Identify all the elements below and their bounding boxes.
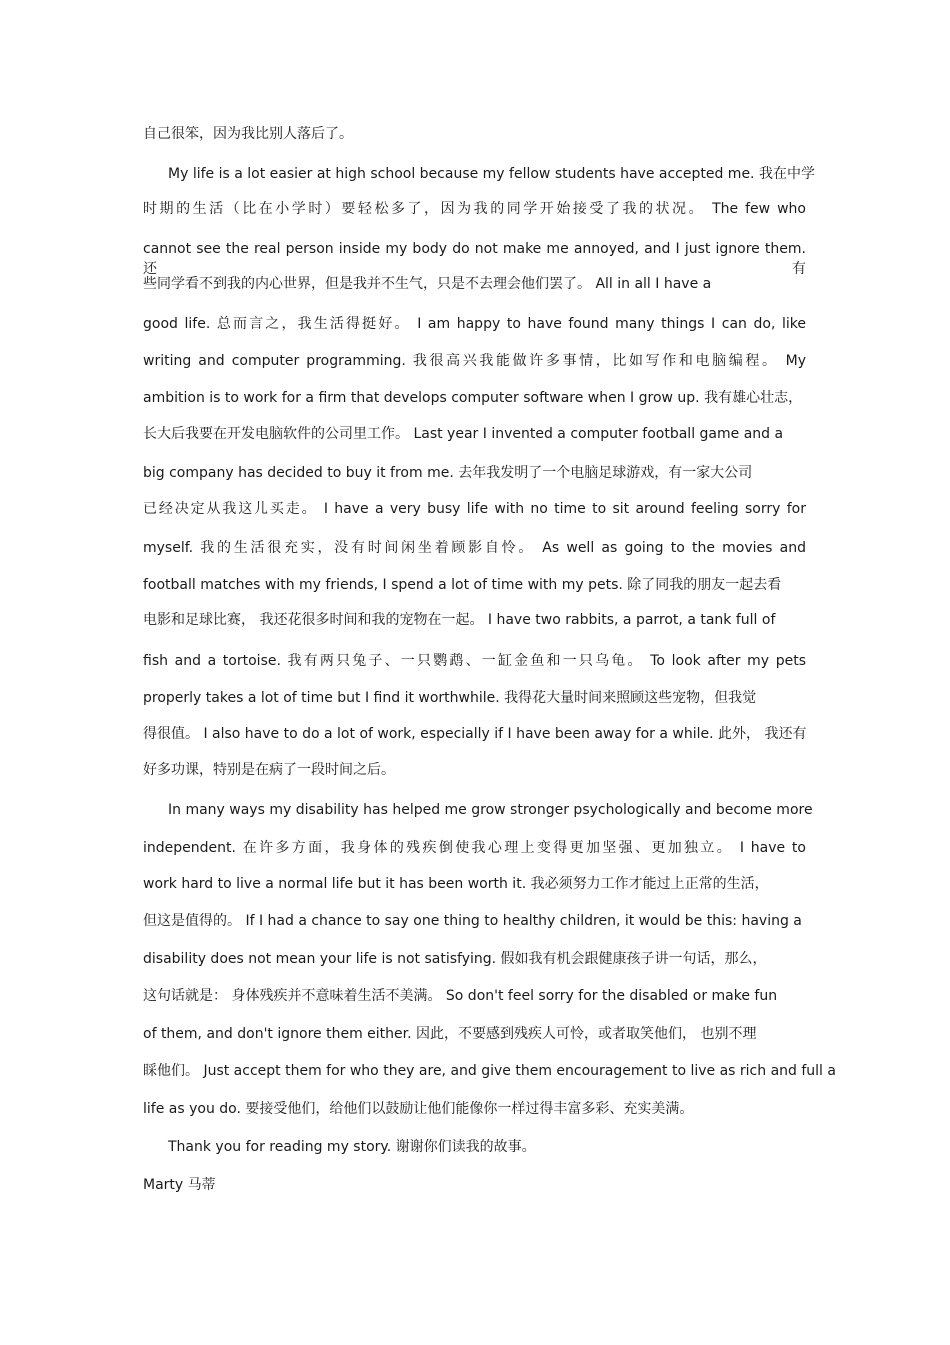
- text-line: 得很值。 I also have to do a lot of work, especially if I have been away for a while. 此外， 我还有: [143, 726, 807, 742]
- text-line: My life is a lot easier at high school because my fellow students have accepted me. 我在中学: [168, 166, 815, 182]
- text-line: properly takes a lot of time but I find it worthwhile. 我得花大量时间来照顾这些宠物，但我觉: [143, 690, 757, 706]
- text-line: life as you do. 要接受他们，给他们以鼓励让他们能像你一样过得丰富多彩、充实美满。: [143, 1101, 694, 1117]
- text-line: 这句话就是： 身体残疾并不意味着生活不美满。 So don't feel sorry for the disabled or make fun: [143, 988, 778, 1004]
- text-line: 时期的生活（比在小学时）要轻松多了，因为我的同学开始接受了我的状况。 The few who: [143, 201, 806, 217]
- text-line: fish and a tortoise. 我有两只兔子、一只鹦鹉、一缸金鱼和一只乌龟。 To look after my pets: [143, 653, 806, 669]
- text-line: Thank you for reading my story. 谢谢你们读我的故事。: [168, 1139, 536, 1155]
- text-line: 些同学看不到我的内心世界，但是我并不生气，只是不去理会他们罢了。 All in all I have a: [143, 276, 712, 292]
- text-line: good life. 总而言之，我生活得挺好。 I am happy to have found many things I can do, like: [143, 316, 806, 332]
- text-line: of them, and don't ignore them either. 因此，不要感到残疾人可怜，或者取笑他们， 也别不理: [143, 1026, 757, 1042]
- text-line: football matches with my friends, I spend a lot of time with my pets. 除了同我的朋友一起去看: [143, 577, 782, 593]
- text-line: disability does not mean your life is not satisfying. 假如我有机会跟健康孩子讲一句话，那么，: [143, 951, 767, 967]
- text-line: independent. 在许多方面，我身体的残疾倒使我心理上变得更加坚强、更加独立。 I have to: [143, 840, 806, 856]
- text-line: 已经决定从我这儿买走。 I have a very busy life with no time to sit around feeling sorry for: [143, 501, 806, 517]
- text-line: writing and computer programming. 我很高兴我能做许多事情，比如写作和电脑编程。 My: [143, 353, 806, 369]
- text-line: 但这是值得的。 If I had a chance to say one thing to healthy children, it would be this: having a: [143, 913, 802, 929]
- text-line: 自己很笨，因为我比别人落后了。: [143, 126, 353, 142]
- text-line: myself. 我的生活很充实，没有时间闲坐着顾影自怜。 As well as going to the movies and: [143, 540, 806, 556]
- text-line: 长大后我要在开发电脑软件的公司里工作。 Last year I invented a computer football game and a: [143, 426, 784, 442]
- signature-line: Marty 马蒂: [143, 1177, 216, 1193]
- text-line: 好多功课，特别是在病了一段时间之后。: [143, 762, 395, 778]
- text-line: big company has decided to buy it from me. 去年我发明了一个电脑足球游戏，有一家大公司: [143, 465, 753, 481]
- text-line: work hard to live a normal life but it has been worth it. 我必须努力工作才能过上正常的生活，: [143, 876, 769, 892]
- text-line: ambition is to work for a firm that develops computer software when I grow up. 我有雄心壮志，: [143, 390, 803, 406]
- text-line: In many ways my disability has helped me grow stronger psychologically and become more: [168, 802, 813, 818]
- text-line: 电影和足球比赛， 我还花很多时间和我的宠物在一起。 I have two rabbits, a parrot, a tank full of: [143, 612, 776, 628]
- text-line: cannot see the real person inside my body do not make me annoyed, and I just ignore them. 还有: [143, 241, 806, 277]
- text-line: 睬他们。 Just accept them for who they are, and give them encouragement to live as rich and full a: [143, 1063, 836, 1079]
